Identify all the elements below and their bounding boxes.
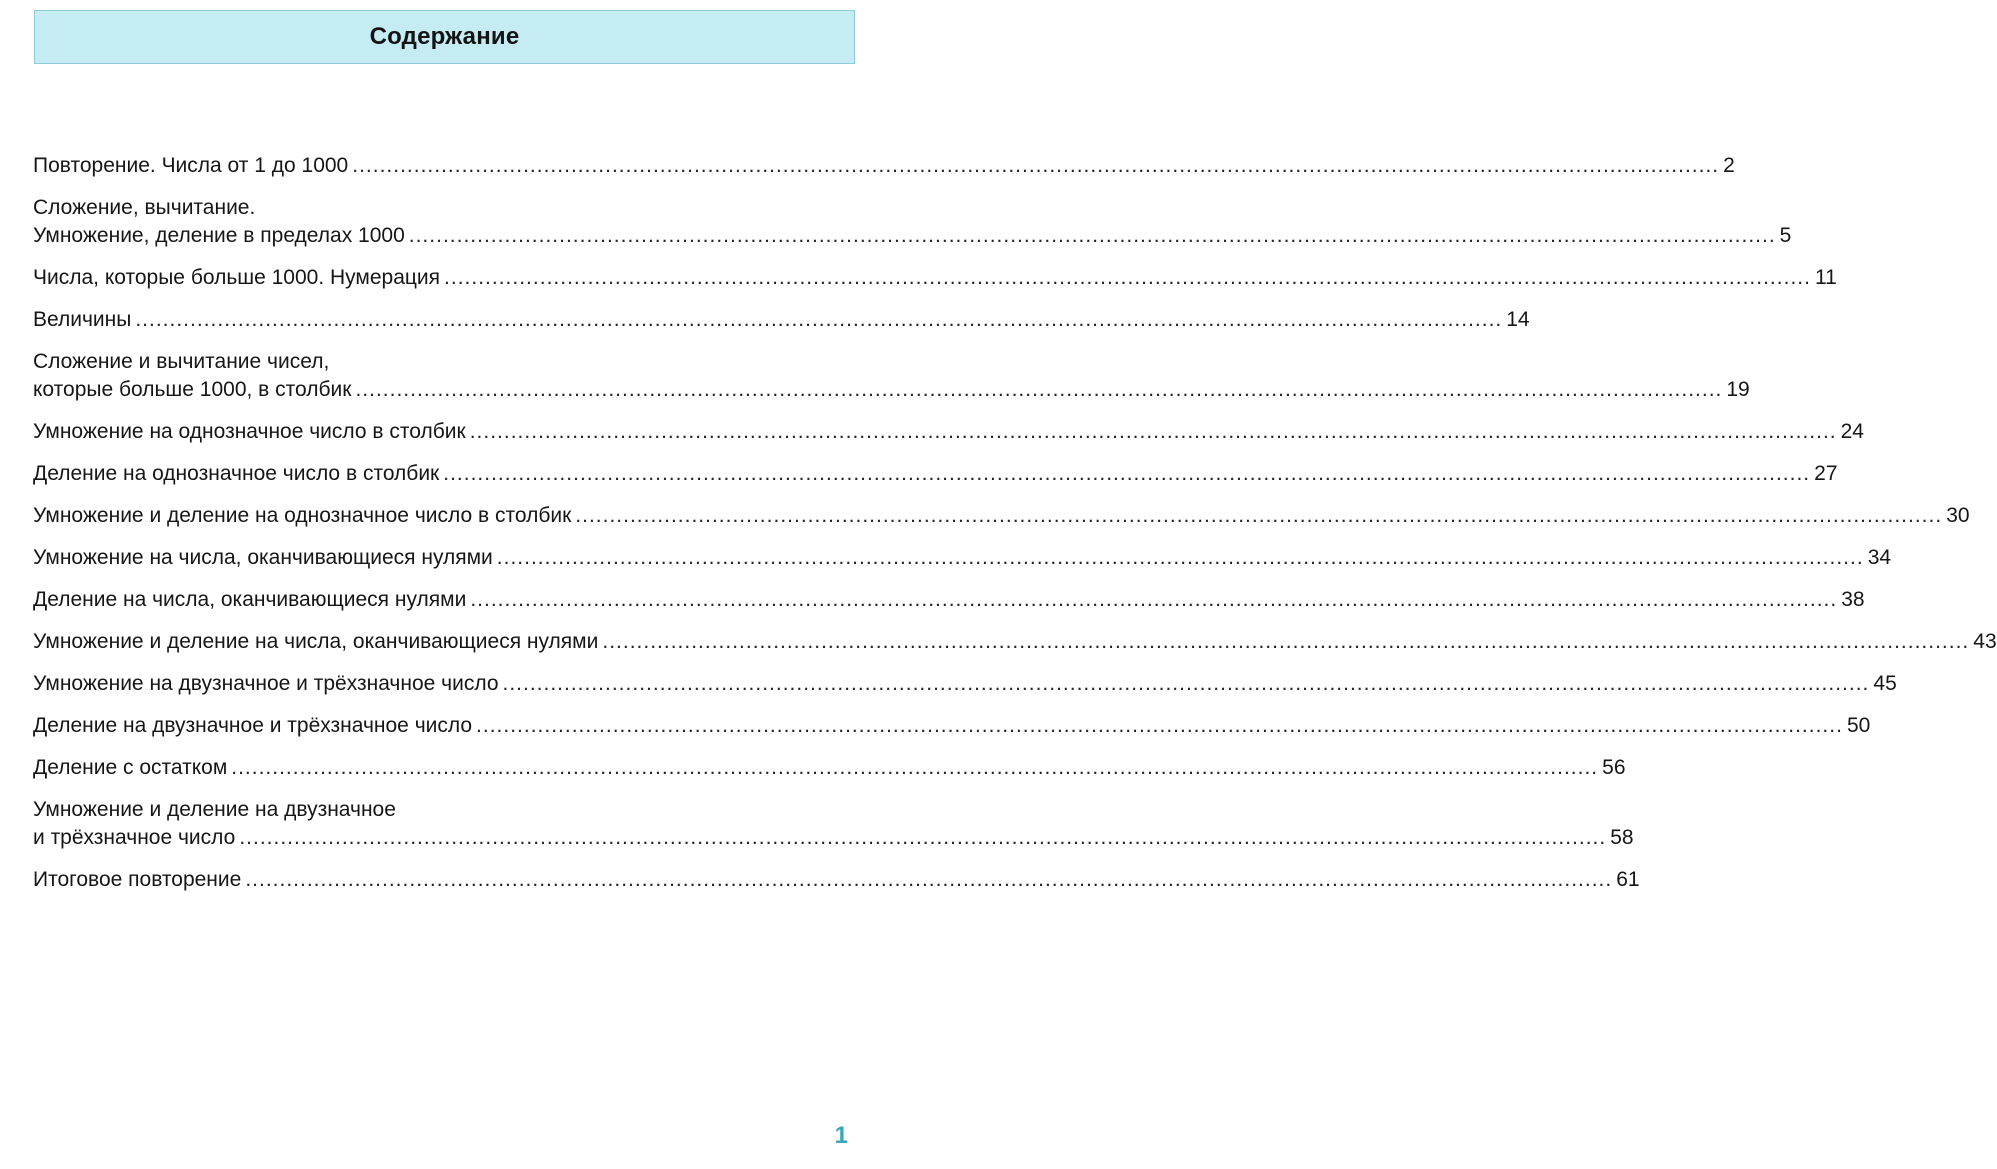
toc-entry-page: 30 — [1946, 504, 1970, 527]
toc-entry-title: Умножение на однозначное число в столбик — [33, 420, 466, 443]
dot-leader: ........................................................................................................................................................................................................ — [408, 224, 1776, 247]
dot-leader: ........................................................................................................................................................................................................ — [444, 266, 1811, 289]
toc-entry[interactable] — [33, 628, 1997, 656]
toc-entry-row — [33, 628, 1997, 656]
toc-entry-title: Деление на однозначное число в столбик — [33, 462, 440, 485]
dot-leader: ........................................................................................................................................................................................................ — [355, 378, 1723, 401]
dot-leader: ........................................................................................................................................................................................................ — [352, 154, 1720, 177]
toc-entry-page: 58 — [1610, 826, 1634, 849]
toc-entry-row — [33, 502, 1970, 530]
toc-entry-page: 14 — [1506, 308, 1530, 331]
toc-entry-title: и трёхзначное число — [33, 826, 236, 849]
toc-entry-page: 5 — [1779, 224, 1792, 247]
toc-entry-page: 56 — [1602, 756, 1626, 779]
toc-entry[interactable] — [33, 866, 1640, 894]
toc-entry-title: Числа, которые больше 1000. Нумерация — [33, 266, 441, 289]
toc-entry[interactable] — [33, 754, 1626, 782]
toc-entry-page: 34 — [1867, 546, 1892, 569]
toc-entry-page: 50 — [1846, 714, 1871, 737]
toc-entry-title: Умножение, деление в пределах 1000 — [33, 224, 405, 247]
toc-entry-title-line: Умножение и деление на двузначное — [33, 798, 396, 821]
dot-leader: ........................................................................................................................................................................................................ — [575, 504, 1943, 527]
toc-entry[interactable] — [33, 264, 1837, 292]
toc-entry-title: Итоговое повторение — [33, 868, 242, 891]
toc-entry-page: 38 — [1841, 588, 1865, 611]
toc-entry-row — [33, 264, 1837, 292]
toc-entry[interactable] — [33, 712, 1871, 740]
toc-entry-row — [33, 544, 1892, 572]
toc-entry[interactable] — [33, 194, 1792, 250]
toc-entry-row — [33, 460, 1838, 488]
page-title: Содержание — [369, 23, 520, 50]
toc-entry-title: Умножение и деление на числа, оканчивающиеся нулями — [33, 630, 599, 653]
page-number: 1 — [834, 1122, 848, 1149]
toc-entry-row — [33, 418, 1864, 446]
toc-entry[interactable] — [33, 348, 1750, 404]
toc-entry-row — [33, 152, 1735, 180]
toc-entry-row — [33, 712, 1871, 740]
dot-leader: ........................................................................................................................................................................................................ — [476, 714, 1843, 737]
toc-entry-title: Повторение. Числа от 1 до 1000 — [33, 154, 349, 177]
toc-entry-page: 24 — [1840, 420, 1864, 443]
dot-leader: ........................................................................................................................................................................................................ — [469, 420, 1837, 443]
dot-leader: ........................................................................................................................................................................................................ — [231, 756, 1599, 779]
toc-entry-page: 61 — [1616, 868, 1640, 891]
toc-entry[interactable] — [33, 502, 1970, 530]
toc-entry[interactable] — [33, 306, 1530, 334]
toc-entry-page: 45 — [1873, 672, 1897, 695]
toc-entry[interactable] — [33, 796, 1634, 852]
toc-entry-page: 19 — [1726, 378, 1750, 401]
dot-leader: ........................................................................................................................................................................................................ — [245, 868, 1613, 891]
toc-entry-title-line: Сложение и вычитание чисел, — [33, 350, 330, 373]
toc-entry-row — [33, 586, 1865, 614]
table-of-contents — [33, 138, 1997, 894]
toc-entry-page: 2 — [1723, 154, 1735, 177]
toc-entry-title: Деление на двузначное и трёхзначное число — [33, 714, 473, 737]
toc-entry-title: Умножение и деление на однозначное число в столбик — [33, 504, 572, 527]
dot-leader: ........................................................................................................................................................................................................ — [502, 672, 1870, 695]
toc-entry-title: Деление с остатком — [33, 756, 228, 779]
toc-entry-page: 27 — [1814, 462, 1838, 485]
toc-entry-row — [33, 824, 1634, 852]
toc-entry-title: Деление на числа, оканчивающиеся нулями — [33, 588, 467, 611]
toc-entry[interactable] — [33, 670, 1897, 698]
dot-leader: ........................................................................................................................................................................................................ — [496, 546, 1864, 569]
dot-leader: ........................................................................................................................................................................................................ — [470, 588, 1838, 611]
toc-entry-row — [33, 754, 1626, 782]
toc-entry[interactable] — [33, 460, 1838, 488]
toc-entry-title-line: Сложение, вычитание. — [33, 196, 256, 219]
dot-leader: ........................................................................................................................................................................................................ — [239, 826, 1607, 849]
toc-entry-title: Величины — [33, 308, 132, 331]
toc-entry-row — [33, 376, 1750, 404]
toc-entry[interactable] — [33, 418, 1864, 446]
toc-entry[interactable] — [33, 586, 1865, 614]
toc-entry-row — [33, 670, 1897, 698]
contents-header-banner — [34, 10, 855, 64]
dot-leader: ........................................................................................................................................................................................................ — [135, 308, 1503, 331]
toc-entry-title: Умножение на двузначное и трёхзначное число — [33, 672, 499, 695]
toc-entry-row — [33, 222, 1792, 250]
toc-entry-title: Умножение на числа, оканчивающиеся нулями — [33, 546, 493, 569]
dot-leader: ........................................................................................................................................................................................................ — [602, 630, 1970, 653]
dot-leader: ........................................................................................................................................................................................................ — [443, 462, 1811, 485]
toc-entry-page: 43 — [1973, 630, 1997, 653]
toc-entry[interactable] — [33, 152, 1735, 180]
toc-entry-row — [33, 866, 1640, 894]
toc-entry-title: которые больше 1000, в столбик — [33, 378, 352, 401]
toc-entry-page: 11 — [1814, 266, 1837, 289]
toc-entry[interactable] — [33, 544, 1892, 572]
toc-entry-row — [33, 306, 1530, 334]
